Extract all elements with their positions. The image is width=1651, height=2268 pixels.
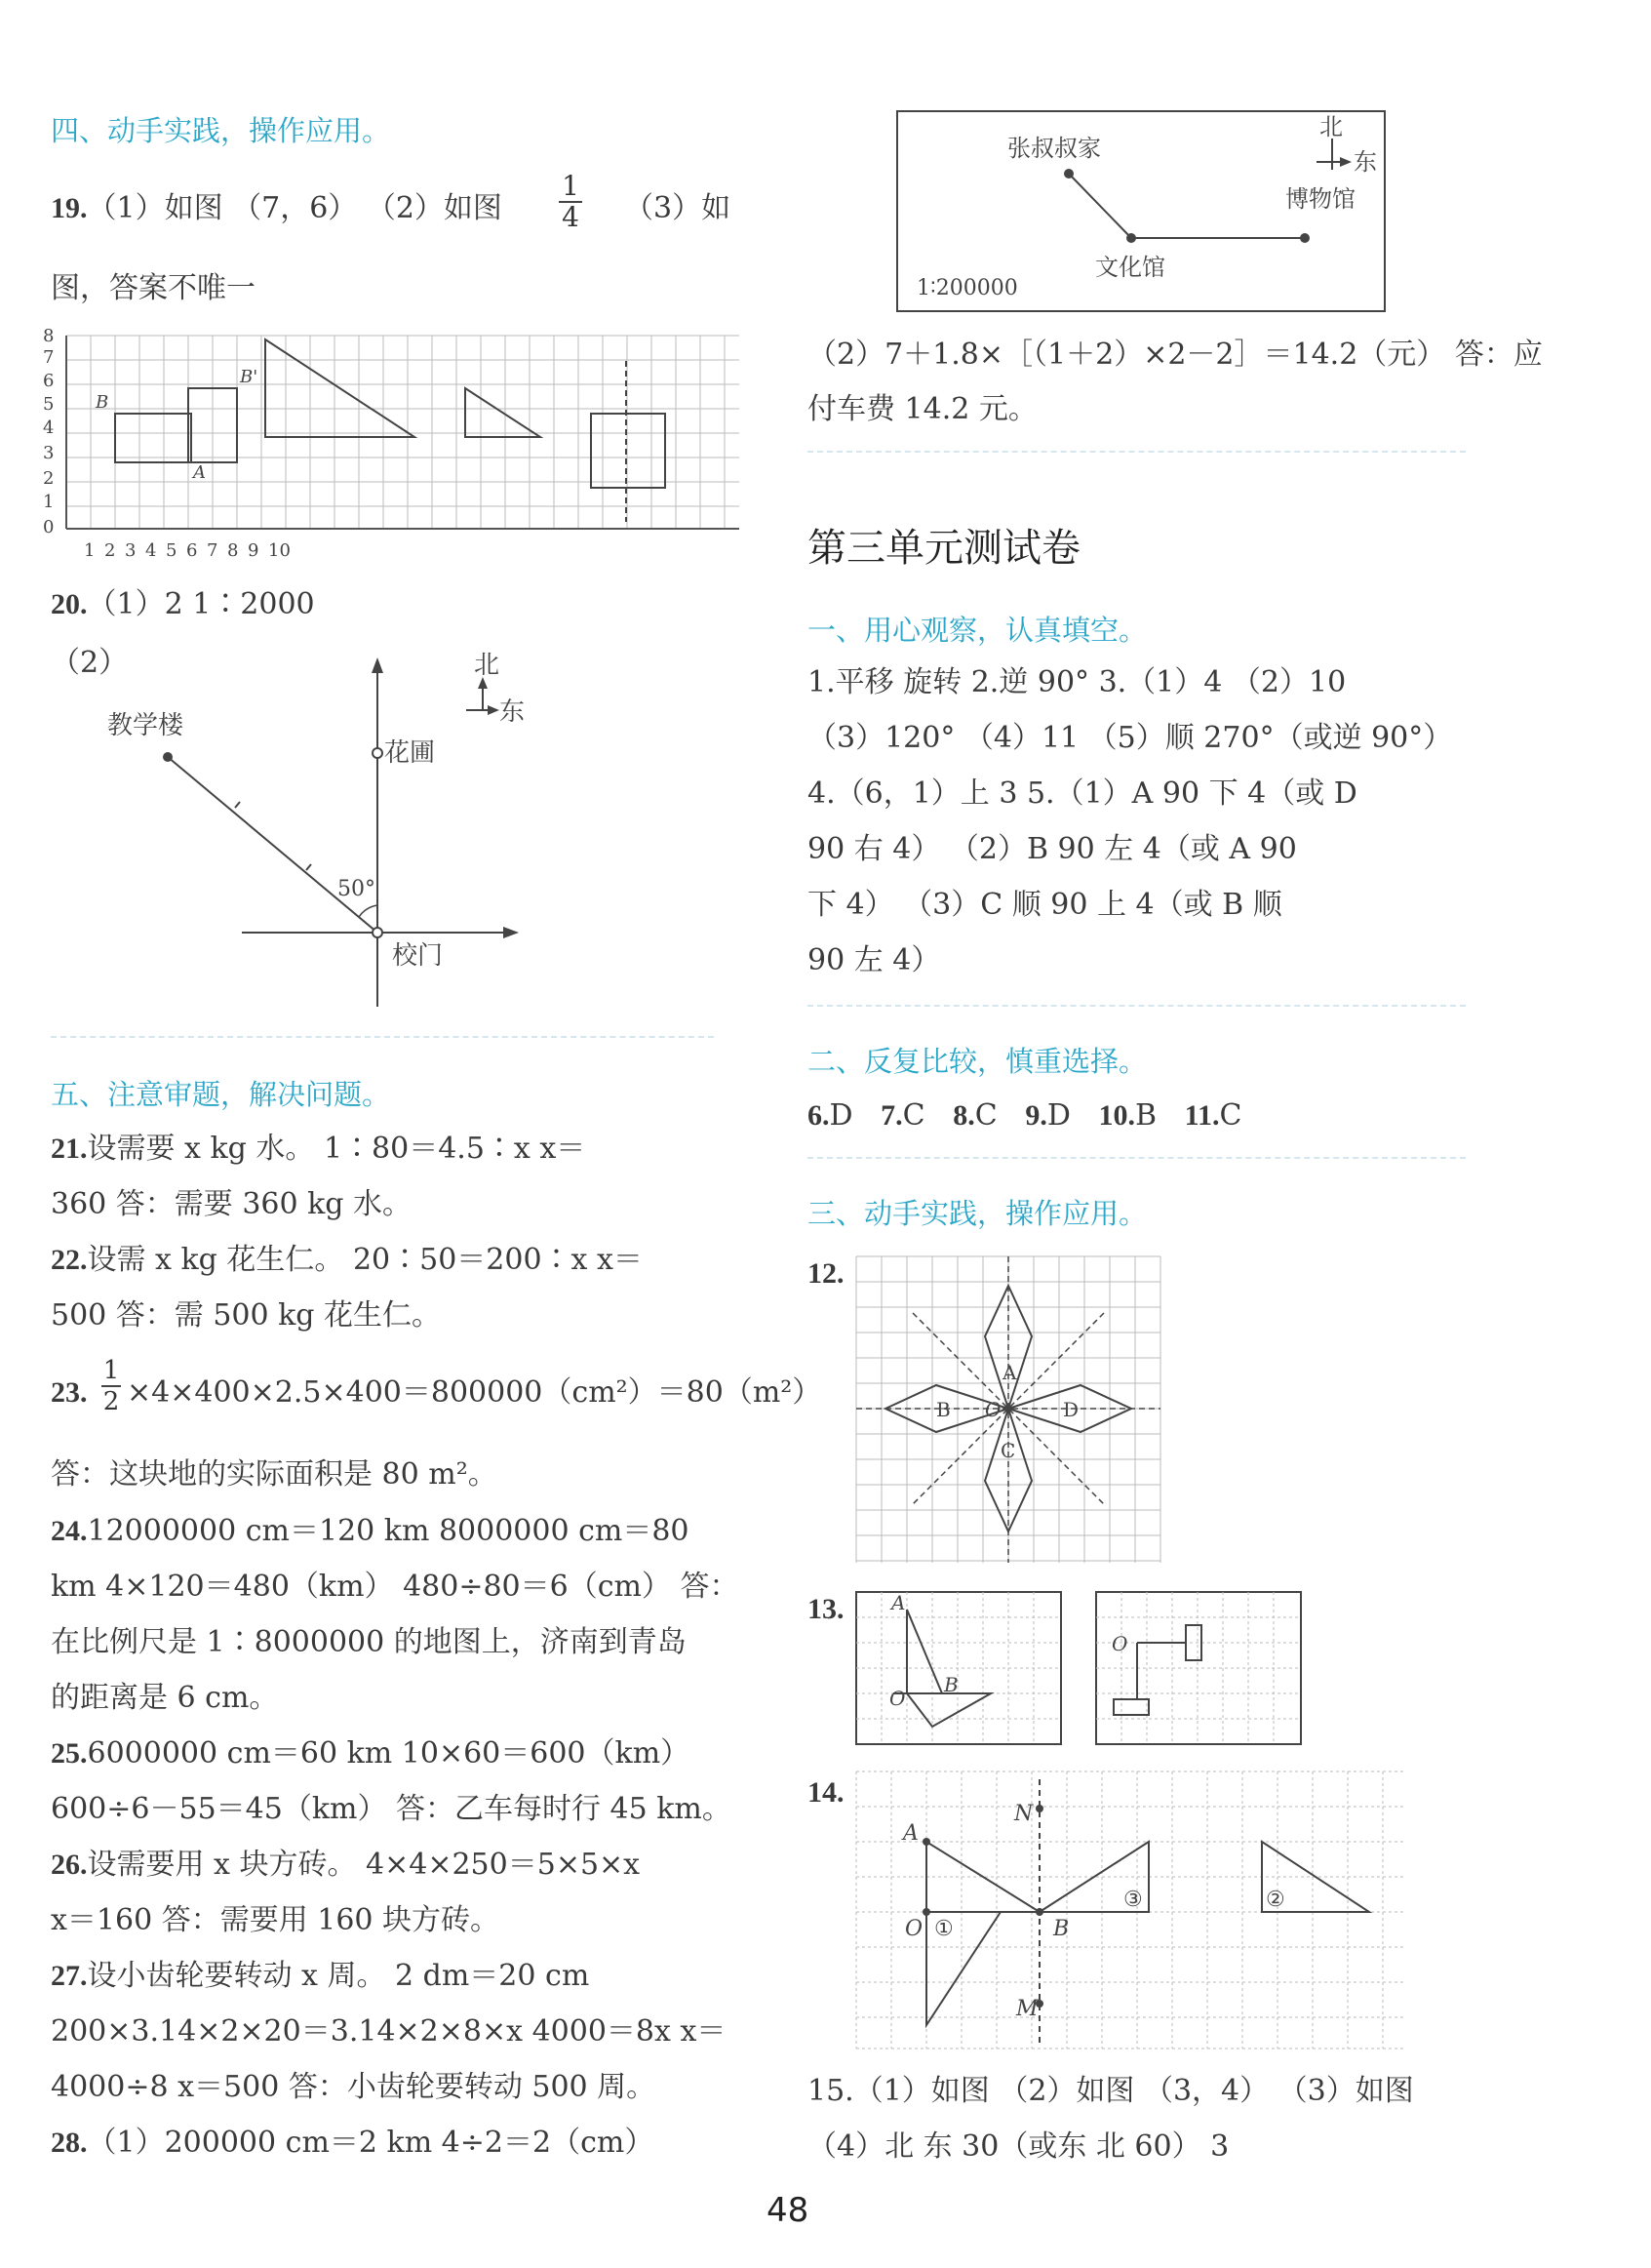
y-tick: 3 bbox=[43, 443, 55, 463]
q19-line2: 图，答案不唯一 bbox=[51, 271, 256, 305]
question-number: 24. bbox=[51, 1515, 88, 1547]
choice-answer: C bbox=[902, 1098, 925, 1133]
answer-text: 12000000 cm＝120 km 8000000 cm＝80 bbox=[87, 1514, 689, 1548]
unit-title: 第三单元测试卷 bbox=[807, 526, 1081, 571]
q20-angle: 50° bbox=[337, 877, 375, 901]
question-number: 22. bbox=[51, 1244, 88, 1276]
x-tick: 9 bbox=[248, 540, 259, 561]
page-number: 48 bbox=[767, 2191, 809, 2230]
q23-number bbox=[51, 1366, 88, 1420]
choice-answers bbox=[807, 1089, 1241, 1143]
q19-line1 bbox=[51, 181, 502, 236]
q28-map bbox=[895, 109, 1388, 316]
choice-answer: C bbox=[1219, 1098, 1242, 1133]
answer-line bbox=[51, 1122, 585, 1176]
label-b-prime: B' bbox=[240, 367, 258, 387]
y-tick: 7 bbox=[43, 347, 55, 368]
section-title-1: 一、用心观察，认真填空。 bbox=[807, 614, 1148, 647]
question-number: 26. bbox=[51, 1849, 88, 1881]
q14-label-3: ③ bbox=[1123, 1888, 1143, 1912]
q13-label-o2: O bbox=[1112, 1632, 1128, 1655]
answer-line bbox=[51, 1838, 640, 1892]
divider bbox=[807, 451, 1466, 453]
q14-label-m: M bbox=[1016, 1997, 1039, 2021]
y-tick: 0 bbox=[43, 517, 55, 537]
question-number: 27. bbox=[51, 1960, 88, 1992]
answer-line bbox=[51, 2060, 655, 2115]
q19-frac-num: 1 bbox=[562, 170, 579, 202]
x-tick: 1 bbox=[84, 540, 96, 561]
q19-frac-den: 4 bbox=[559, 201, 582, 232]
q20-text: （1）2 1∶2000 bbox=[87, 587, 315, 621]
divider bbox=[807, 1005, 1466, 1007]
map-east: 东 bbox=[1354, 148, 1377, 176]
answer-text: km 4×120＝480（km） 480÷80＝6（cm） 答： bbox=[51, 1570, 739, 1604]
q13-label-o: O bbox=[889, 1687, 906, 1710]
q12-num: 12. bbox=[807, 1257, 845, 1290]
answer-line bbox=[51, 1727, 689, 1781]
y-tick: 1 bbox=[43, 492, 55, 512]
map-museum: 博物馆 bbox=[1285, 185, 1356, 213]
q20-part2: （2） bbox=[51, 646, 129, 680]
choice-answer: C bbox=[974, 1098, 998, 1133]
answer-line bbox=[51, 1949, 589, 2004]
answer-text: x＝160 答：需要用 160 块方砖。 bbox=[51, 1903, 500, 1937]
answer-text: （1）200000 cm＝2 km 4÷2＝2（cm） bbox=[87, 2126, 654, 2160]
y-tick: 4 bbox=[43, 418, 55, 438]
q14-label-n: N bbox=[1014, 1802, 1034, 1826]
q12-label-b: B bbox=[936, 1398, 951, 1421]
answer-line bbox=[51, 2116, 653, 2170]
q15-line2: （4）北 东 30（或东 北 60） 3 bbox=[807, 2129, 1230, 2164]
x-tick: 3 bbox=[125, 540, 137, 561]
q12-label-o: O bbox=[985, 1398, 1002, 1421]
fill-line: 90 右 4） （2）B 90 左 4（或 A 90 bbox=[807, 832, 1297, 866]
answer-text: 设需要用 x 块方砖。 4×4×250＝5×5×x bbox=[87, 1848, 641, 1882]
section-title-4: 四、动手实践，操作应用。 bbox=[51, 114, 391, 147]
answer-text: 600÷6－55＝45（km） 答：乙车每时行 45 km。 bbox=[51, 1792, 731, 1826]
x-tick: 6 bbox=[186, 540, 198, 561]
q23-fraction bbox=[101, 1356, 121, 1416]
q14-number bbox=[807, 1766, 845, 1820]
q20-east: 东 bbox=[499, 697, 526, 727]
label-a: A bbox=[193, 462, 206, 483]
x-tick: 7 bbox=[207, 540, 218, 561]
answer-text: 4000÷8 x＝500 答：小齿轮要转动 500 周。 bbox=[51, 2070, 656, 2104]
choice-number: 11. bbox=[1184, 1099, 1220, 1132]
q23-frac-den: 2 bbox=[102, 1387, 120, 1416]
q14-label-1: ① bbox=[934, 1917, 954, 1941]
x-tick: 5 bbox=[166, 540, 177, 561]
divider bbox=[807, 1157, 1466, 1159]
q19-grid-figure bbox=[39, 322, 751, 566]
q12-label-c: C bbox=[1001, 1439, 1016, 1462]
question-number: 28. bbox=[51, 2127, 88, 2159]
divider bbox=[51, 1036, 714, 1038]
answer-text: 360 答：需要 360 kg 水。 bbox=[51, 1187, 413, 1221]
q23-frac-num: 1 bbox=[102, 1356, 120, 1385]
q20-gate: 校门 bbox=[392, 941, 444, 971]
answer-line bbox=[51, 1560, 739, 1614]
choice-number: 8. bbox=[953, 1099, 975, 1132]
choice-number: 7. bbox=[881, 1099, 903, 1132]
answer-text: 6000000 cm＝60 km 10×60＝600（km） bbox=[87, 1736, 690, 1771]
q14-label-a: A bbox=[903, 1821, 919, 1846]
q12-figure bbox=[854, 1254, 1166, 1565]
answer-line bbox=[51, 1504, 689, 1559]
answer-text: 200×3.14×2×20＝3.14×2×8×x 4000＝8x x＝ bbox=[51, 2014, 727, 2049]
q19-fraction bbox=[559, 172, 582, 232]
x-tick: 8 bbox=[227, 540, 239, 561]
label-b: B bbox=[96, 392, 109, 413]
q12-label-d: D bbox=[1063, 1398, 1080, 1421]
q20-line1 bbox=[51, 577, 315, 632]
choice-number: 6. bbox=[807, 1099, 830, 1132]
q23-num: 23. bbox=[51, 1376, 88, 1409]
q28b-line2: 付车费 14.2 元。 bbox=[807, 392, 1038, 426]
q23-expression: ×4×400×2.5×400＝800000（cm²）＝80（m²） bbox=[127, 1375, 822, 1410]
q20-north: 北 bbox=[474, 651, 500, 680]
fill-line: 1.平移 旋转 2.逆 90° 3.（1）4 （2）10 bbox=[807, 665, 1347, 699]
q20-garden: 花圃 bbox=[384, 738, 436, 768]
q23-answer: 答：这块地的实际面积是 80 m²。 bbox=[51, 1457, 497, 1492]
q13-label-a: A bbox=[891, 1591, 906, 1614]
q12-label-a: A bbox=[1002, 1361, 1017, 1384]
q14-figure bbox=[854, 1770, 1410, 2052]
q15-line1: 15.（1）如图 （2）如图 （3，4） （3）如图 bbox=[807, 2074, 1414, 2108]
answer-line bbox=[51, 1177, 412, 1232]
answer-line bbox=[51, 1893, 499, 1948]
answer-line bbox=[51, 1671, 278, 1726]
q20-diagram bbox=[98, 644, 566, 1015]
choice-number: 9. bbox=[1025, 1099, 1047, 1132]
map-culture: 文化馆 bbox=[1095, 254, 1165, 281]
q20-building: 教学楼 bbox=[107, 711, 184, 740]
q13-label-b: B bbox=[944, 1673, 959, 1696]
answer-text: 在比例尺是 1∶8000000 的地图上，济南到青岛 bbox=[51, 1625, 687, 1659]
section-title-5: 五、注意审题，解决问题。 bbox=[51, 1078, 391, 1111]
q14-label-o: O bbox=[905, 1917, 924, 1941]
fill-line: （3）120° （4）11 （5）顺 270°（或逆 90°） bbox=[807, 721, 1453, 755]
q20-number: 20. bbox=[51, 588, 88, 620]
answer-line bbox=[51, 2005, 726, 2059]
answer-text: 设需要 x kg 水。 1∶80＝4.5∶x x＝ bbox=[87, 1132, 586, 1166]
section-title-2: 二、反复比较，慎重选择。 bbox=[807, 1045, 1148, 1078]
question-number: 25. bbox=[51, 1737, 88, 1770]
y-tick: 6 bbox=[43, 371, 55, 391]
answer-text: 设小齿轮要转动 x 周。 2 dm＝20 cm bbox=[87, 1959, 590, 1993]
x-tick: 2 bbox=[104, 540, 116, 561]
q13-number bbox=[807, 1582, 845, 1637]
y-tick: 8 bbox=[43, 326, 55, 346]
x-tick: 10 bbox=[268, 540, 291, 561]
q19-number: 19. bbox=[51, 192, 88, 224]
answer-text: 设需 x kg 花生仁。 20∶50＝200∶x x＝ bbox=[87, 1243, 643, 1277]
answer-line bbox=[51, 1615, 687, 1670]
map-north: 北 bbox=[1319, 113, 1343, 140]
fill-line: 90 左 4） bbox=[807, 943, 941, 977]
x-tick: 4 bbox=[145, 540, 157, 561]
question-number: 21. bbox=[51, 1133, 88, 1165]
choice-number: 10. bbox=[1098, 1099, 1135, 1132]
section-title-3: 三、动手实践，操作应用。 bbox=[807, 1197, 1148, 1230]
map-scale: 1∶200000 bbox=[917, 276, 1018, 300]
answer-text: 的距离是 6 cm。 bbox=[51, 1681, 279, 1715]
y-tick: 2 bbox=[43, 468, 55, 489]
q14-label-b: B bbox=[1053, 1917, 1070, 1941]
answer-line bbox=[51, 1782, 731, 1837]
q13-figure bbox=[854, 1590, 1313, 1748]
fill-line: 4.（6，1）上 3 5.（1）A 90 下 4（或 D bbox=[807, 776, 1357, 811]
y-tick: 5 bbox=[43, 394, 55, 415]
choice-answer: D bbox=[829, 1098, 853, 1133]
q28b-line1: （2）7＋1.8×［（1＋2）×2－2］＝14.2（元） 答：应 bbox=[807, 338, 1543, 372]
q13-num: 13. bbox=[807, 1593, 845, 1625]
answer-text: 500 答：需 500 kg 花生仁。 bbox=[51, 1298, 442, 1333]
answer-line bbox=[51, 1289, 441, 1343]
q14-num: 14. bbox=[807, 1776, 845, 1809]
q19-text: （1）如图 （7，6） （2）如图 bbox=[87, 191, 502, 225]
q14-label-2: ② bbox=[1266, 1888, 1285, 1912]
choice-answer: B bbox=[1135, 1098, 1158, 1133]
answer-line bbox=[51, 1233, 643, 1288]
q19-tail: （3）如 bbox=[624, 191, 731, 225]
fill-line: 下 4） （3）C 顺 90 上 4（或 B 顺 bbox=[807, 888, 1282, 922]
map-zhang: 张叔叔家 bbox=[1007, 135, 1101, 162]
choice-answer: D bbox=[1046, 1098, 1071, 1133]
q12-number bbox=[807, 1247, 845, 1301]
